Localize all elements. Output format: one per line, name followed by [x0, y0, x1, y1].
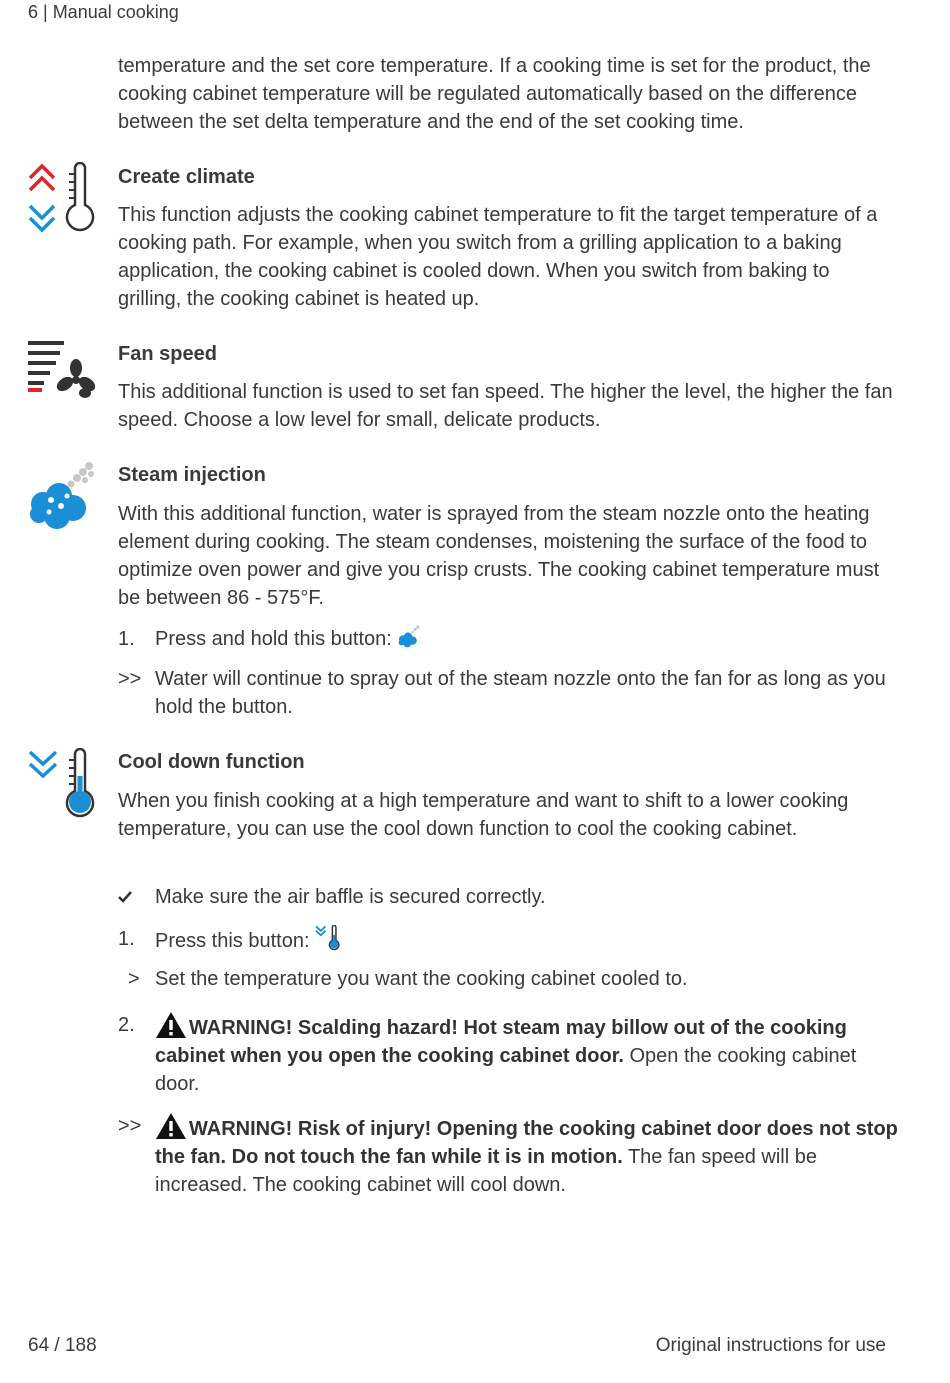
create-climate-body: [118, 201, 898, 313]
cool-down-title: Cool down function: [118, 751, 305, 773]
result-marker: >>: [118, 668, 142, 690]
intro-paragraph: [118, 52, 898, 136]
warning-text: WARNING! Risk of injury! Opening the cooking cabinet door does not stop the fan. Do not touch the fan while it is in motion.: [155, 1118, 898, 1168]
cool-down-prerequisite: [118, 883, 898, 911]
substep-text: Set the temperature you want the cooking cabinet cooled to.: [155, 968, 688, 990]
fan-speed-title: Fan speed: [118, 343, 217, 365]
step-body: [155, 925, 898, 955]
warning-text: WARNING! Scalding hazard! Hot steam may billow out of the cooking cabinet when you open the cooking cabinet door.: [155, 1017, 847, 1067]
cool-down-button-icon: [315, 925, 341, 951]
steam-injection-title: Steam injection: [118, 464, 266, 486]
step-number: 1.: [118, 628, 135, 650]
step-text: Press this button:: [155, 930, 310, 952]
cool-down-text: When you finish cooking at a high temperature and want to shift to a lower cooking temperature, you can use the cool down function to cool the cooking cabinet.: [118, 790, 849, 840]
steam-button-icon: [397, 625, 421, 649]
create-climate-icon: [27, 162, 97, 234]
document-label: Original instructions for use: [655, 1335, 886, 1356]
fan-speed-icon: [27, 340, 99, 402]
cool-down-body: [118, 787, 898, 843]
steam-injection-body: [118, 500, 898, 612]
intro-text: temperature and the set core temperature. If a cooking time is set for the product, the cooking cabinet temperature will be regulated automatically based on the difference between the set delta temperature and the end of the set cooking time.: [118, 55, 871, 133]
cool-down-icon: [27, 748, 99, 820]
warning-icon: [155, 1011, 187, 1039]
result-body: [155, 1112, 898, 1199]
step-number: 2.: [118, 1014, 135, 1036]
fan-speed-body: [118, 378, 898, 434]
cool-down-step-2: [118, 1011, 898, 1098]
steam-injection-text: With this additional function, water is sprayed from the steam nozzle onto the heating element during cooking. The steam condenses, moistening the surface of the food to optimize oven power and give you crisp crusts. The cooking cabinet temperature must be between 86 - 575°F.: [118, 503, 880, 609]
steam-step-1: [118, 625, 898, 653]
cool-down-substep: [128, 965, 908, 993]
step-body: [155, 625, 898, 653]
page-number: 64 / 188: [28, 1335, 97, 1356]
result-text: The fan speed will be increased. The cooking cabinet will cool down.: [155, 1146, 817, 1196]
cool-down-step-1: [118, 925, 898, 955]
step-text: Open the cooking cabinet door.: [155, 1045, 857, 1095]
cool-down-result: [118, 1112, 898, 1199]
result-marker: >>: [118, 1115, 142, 1137]
result-text: Water will continue to spray out of the steam nozzle onto the fan for as long as you hold the button.: [155, 668, 886, 718]
steam-injection-icon: [27, 460, 97, 534]
step-text: Press and hold this button:: [155, 628, 392, 650]
fan-speed-text: This additional function is used to set fan speed. The higher the level, the higher the fan speed. Choose a low level for small, delicate products.: [118, 381, 893, 431]
running-head: 6 | Manual cooking: [28, 2, 179, 22]
create-climate-title: Create climate: [118, 166, 255, 188]
prerequisite-text: Make sure the air baffle is secured correctly.: [155, 886, 546, 908]
substep-marker: >: [128, 968, 140, 990]
warning-icon: [155, 1112, 187, 1140]
checkmark-icon: [118, 883, 154, 911]
step-body: [155, 1011, 898, 1098]
step-number: 1.: [118, 928, 135, 950]
create-climate-text: This function adjusts the cooking cabinet temperature to fit the target temperature of a cooking path. For example, when you switch from a grilling application to a baking application, the cooking cabinet is cooled down. When you switch from baking to grilling, the cooking cabinet is heated up.: [118, 204, 878, 310]
steam-result: [118, 665, 898, 721]
